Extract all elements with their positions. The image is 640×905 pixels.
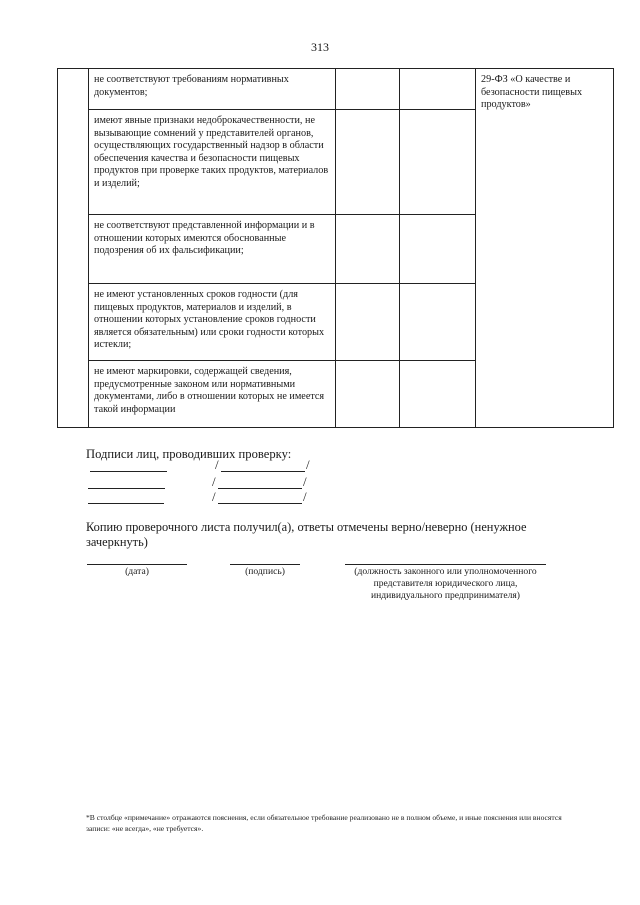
answer-cell bbox=[336, 215, 400, 284]
answer-cell bbox=[336, 110, 400, 215]
signature-line[interactable] bbox=[88, 503, 164, 504]
signature-name-line[interactable] bbox=[221, 471, 305, 472]
date-caption: (дата) bbox=[125, 566, 149, 577]
answer-cell bbox=[336, 284, 400, 361]
position-caption: (должность законного или уполномоченного представителя юридического лица, индивидуального предпринимателя) bbox=[354, 566, 537, 601]
slash-separator: / bbox=[212, 489, 216, 504]
requirement-cell: не соответствуют представленной информации и в отношении которых имеются обоснованные подозрения об их фальсификации; bbox=[89, 215, 336, 284]
answer-cell bbox=[336, 361, 400, 428]
slash-separator: / bbox=[212, 474, 216, 489]
requirement-cell: не имеют установленных сроков годности (для пищевых продуктов, материалов и изделий, в отношении которых установление сроков годности является обязательным) или сроки годности которых истекли; bbox=[89, 284, 336, 361]
slash-separator: / bbox=[215, 457, 219, 472]
answer-cell bbox=[400, 215, 476, 284]
answer-cell bbox=[400, 284, 476, 361]
answer-cell bbox=[400, 69, 476, 110]
answer-cell bbox=[400, 110, 476, 215]
slash-separator: / bbox=[303, 474, 307, 489]
table-row bbox=[58, 69, 614, 110]
slash-separator: / bbox=[303, 489, 307, 504]
position-line[interactable] bbox=[345, 564, 546, 565]
signature-line[interactable] bbox=[90, 471, 167, 472]
requirement-cell: имеют явные признаки недоброкачественности, не вызывающие сомнений у представителей органов, осуществляющих государственный надзор в области обеспечения качества и безопасности пищевых продуктов при проверке таких продуктов, материалов и изделий; bbox=[89, 110, 336, 215]
signature-line[interactable] bbox=[88, 488, 165, 489]
signature-name-line[interactable] bbox=[218, 503, 302, 504]
slash-separator: / bbox=[306, 457, 310, 472]
answer-cell bbox=[336, 69, 400, 110]
signature-line[interactable] bbox=[230, 564, 300, 565]
signatures-title: Подписи лиц, проводивших проверку: bbox=[86, 447, 292, 461]
requirement-cell: не соответствуют требованиям нормативных документов; bbox=[89, 69, 336, 110]
law-reference-cell: 29-ФЗ «О качестве и безопасности пищевых продуктов» bbox=[476, 69, 614, 428]
signature-name-line[interactable] bbox=[218, 488, 302, 489]
checklist-table bbox=[57, 68, 614, 428]
footnote: *В столбце «примечание» отражаются пояснения, если обязательное требование реализовано не в полном объеме, и иные пояснения или вносятся записи: «не всегда», «не требуется». bbox=[86, 813, 562, 833]
requirement-cell: не имеют маркировки, содержащей сведения, предусмотренные законом или нормативными документами, либо в отношении которых не имеется такой информации bbox=[89, 361, 336, 428]
index-cell bbox=[58, 69, 89, 428]
date-line[interactable] bbox=[87, 564, 187, 565]
page-number: 313 bbox=[311, 40, 329, 54]
signature-caption: (подпись) bbox=[245, 566, 285, 577]
copy-received-statement: Копию проверочного листа получил(а), ответы отмечены верно/неверно (ненужное зачеркнуть) bbox=[86, 520, 527, 549]
answer-cell bbox=[400, 361, 476, 428]
